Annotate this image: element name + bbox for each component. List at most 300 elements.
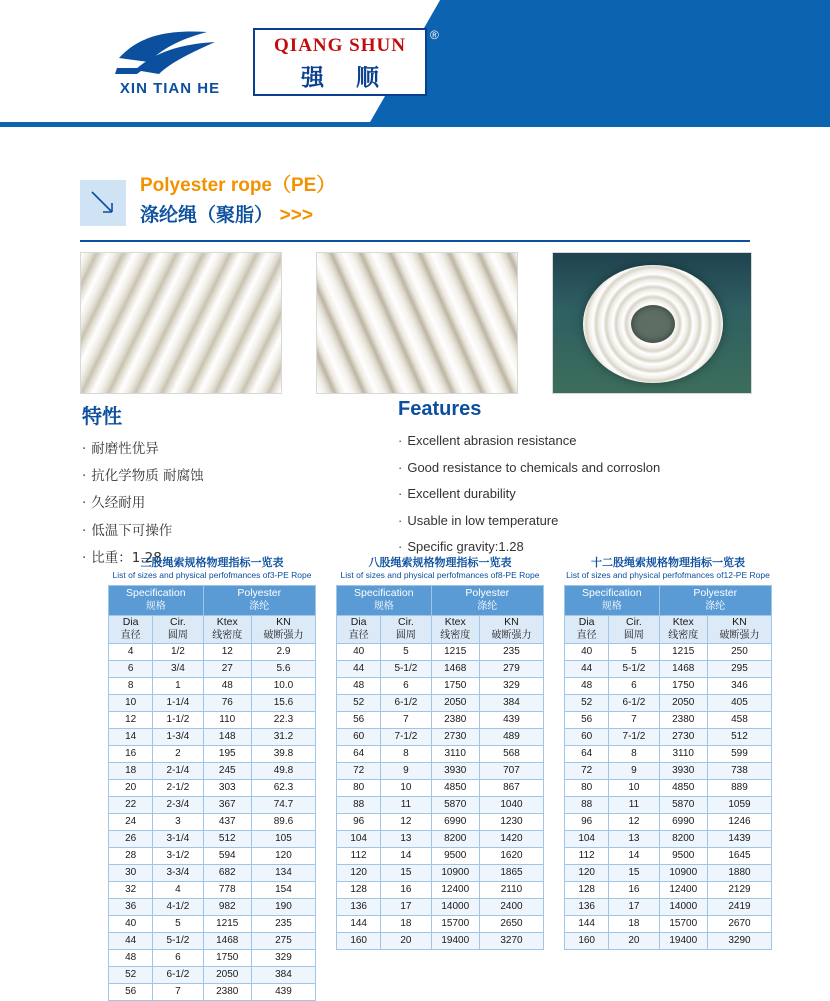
list-item [82, 468, 382, 484]
table-cell: 14000 [431, 898, 479, 915]
table-cell: 12400 [659, 881, 707, 898]
table-row [565, 796, 772, 813]
table-cell: 1865 [479, 864, 543, 881]
table-cell: 20 [381, 932, 431, 949]
header-specification: Specification 规格 [565, 585, 660, 615]
table-cell: 74.7 [251, 796, 315, 813]
table-cell: 14 [109, 728, 153, 745]
column-header: KN 破断强力 [479, 615, 543, 643]
table-row [109, 762, 316, 779]
table-cell: 329 [479, 677, 543, 694]
table-cell: 44 [337, 660, 381, 677]
table-cell: 235 [251, 915, 315, 932]
table [108, 585, 316, 1001]
table-row [109, 966, 316, 983]
table-row [109, 983, 316, 1000]
table-row [109, 796, 316, 813]
table-cell: 4 [109, 643, 153, 660]
table-cell: 458 [707, 711, 771, 728]
table-cell: 7 [153, 983, 203, 1000]
table-cell: 14 [609, 847, 659, 864]
table-cell: 384 [251, 966, 315, 983]
features-english [398, 398, 778, 566]
list-item [398, 486, 778, 502]
page-title-en: Polyester rope（PE） [140, 175, 336, 196]
table-cell: 64 [565, 745, 609, 762]
column-header: Ktex 线密度 [659, 615, 707, 643]
table-cell: 18 [109, 762, 153, 779]
table-cell: 1-3/4 [153, 728, 203, 745]
list-item [398, 460, 778, 476]
table-cell: 36 [109, 898, 153, 915]
table-row [337, 643, 544, 660]
column-header: Ktex 线密度 [203, 615, 251, 643]
table-cell: 88 [337, 796, 381, 813]
rope-coil-image [553, 253, 751, 393]
table-cell: 10 [109, 694, 153, 711]
table-row [337, 762, 544, 779]
table-cell: 44 [565, 660, 609, 677]
table-cell: 367 [203, 796, 251, 813]
table-cell: 8 [609, 745, 659, 762]
table-cell: 88 [565, 796, 609, 813]
table-cell: 154 [251, 881, 315, 898]
table-cell: 1750 [659, 677, 707, 694]
table-cell: 5-1/2 [381, 660, 431, 677]
spec-table-8-strand [336, 556, 544, 950]
page-title-cn [140, 200, 750, 227]
table-cell: 72 [565, 762, 609, 779]
table-cell: 2050 [203, 966, 251, 983]
table-header-row [565, 585, 772, 615]
table-cell: 279 [479, 660, 543, 677]
bullet-icon: · [398, 512, 403, 528]
table-header-row [109, 585, 316, 615]
table-cell: 52 [109, 966, 153, 983]
diagonal-arrow-icon [80, 180, 126, 226]
table-cell: 2110 [479, 881, 543, 898]
table-cell: 17 [381, 898, 431, 915]
table-row [109, 932, 316, 949]
column-header: Dia 直径 [337, 615, 381, 643]
features-heading-en: Features [398, 398, 482, 420]
table-cell: 1645 [707, 847, 771, 864]
table-row [109, 881, 316, 898]
table-subheader-row [337, 615, 544, 643]
table-cell: 134 [251, 864, 315, 881]
table-cell: 5-1/2 [153, 932, 203, 949]
table-cell: 22.3 [251, 711, 315, 728]
table-cell: 437 [203, 813, 251, 830]
table-cell: 195 [203, 745, 251, 762]
table-cell: 1 [153, 677, 203, 694]
table-cell: 295 [707, 660, 771, 677]
table-cell: 144 [337, 915, 381, 932]
table-cell: 15 [381, 864, 431, 881]
table-cell: 10900 [659, 864, 707, 881]
table-cell: 14000 [659, 898, 707, 915]
table-cell: 148 [203, 728, 251, 745]
table-cell: 96 [337, 813, 381, 830]
table-caption-cn: 十二股绳索规格物理指标一览表 [591, 556, 745, 569]
table-row [109, 864, 316, 881]
table-cell: 1/2 [153, 643, 203, 660]
table-row [337, 728, 544, 745]
column-header: Cir. 圆周 [609, 615, 659, 643]
table-cell: 128 [565, 881, 609, 898]
table-row [565, 745, 772, 762]
table-cell: 1230 [479, 813, 543, 830]
bullet-icon: · [82, 495, 87, 512]
table-row [565, 830, 772, 847]
table-cell: 15 [609, 864, 659, 881]
table-cell: 9 [609, 762, 659, 779]
table-cell: 27 [203, 660, 251, 677]
brand-name-en: QIANG SHUN [274, 35, 406, 56]
bullet-icon: · [82, 522, 87, 539]
feature-text: Excellent abrasion resistance [407, 433, 577, 448]
bullet-icon: · [82, 441, 87, 457]
table-caption-en: List of sizes and physical perfofmances of8-PE Rope [340, 569, 540, 580]
table-cell: 104 [565, 830, 609, 847]
table-cell: 12 [609, 813, 659, 830]
table-cell: 2670 [707, 915, 771, 932]
table-cell: 707 [479, 762, 543, 779]
table-row [565, 915, 772, 932]
table-cell: 128 [337, 881, 381, 898]
table-cell: 5-1/2 [609, 660, 659, 677]
title-arrows: >>> [279, 205, 313, 226]
table-cell: 1468 [431, 660, 479, 677]
table-row [565, 643, 772, 660]
table-cell: 2-1/2 [153, 779, 203, 796]
table-cell: 3930 [659, 762, 707, 779]
table-cell: 275 [251, 932, 315, 949]
table-cell: 32 [109, 881, 153, 898]
list-item [398, 433, 778, 449]
table-cell: 3270 [479, 932, 543, 949]
bullet-icon: · [398, 459, 403, 475]
table-cell: 5 [381, 643, 431, 660]
list-item [398, 513, 778, 529]
bullet-icon: · [398, 433, 403, 448]
table-cell: 1059 [707, 796, 771, 813]
table-row [109, 728, 316, 745]
table-cell: 1420 [479, 830, 543, 847]
table-row [565, 779, 772, 796]
table-cell: 512 [707, 728, 771, 745]
feature-text: 久经耐用 [91, 495, 146, 512]
table-cell: 52 [337, 694, 381, 711]
table-row [565, 898, 772, 915]
table-cell: 439 [479, 711, 543, 728]
table-row [109, 779, 316, 796]
table-cell: 2 [153, 745, 203, 762]
table-cell: 39.8 [251, 745, 315, 762]
table-cell: 8 [109, 677, 153, 694]
page-header [0, 0, 830, 122]
feature-text: Usable in low temperature [407, 512, 559, 528]
table-row [109, 915, 316, 932]
table-cell: 8200 [431, 830, 479, 847]
table-cell: 26 [109, 830, 153, 847]
header-material: Polyester 涤纶 [431, 585, 543, 615]
table-cell: 1750 [431, 677, 479, 694]
table-cell: 235 [479, 643, 543, 660]
table-cell: 11 [609, 796, 659, 813]
table-cell: 3290 [707, 932, 771, 949]
table-row [109, 745, 316, 762]
table-caption-en: List of sizes and physical perfofmances of12-PE Rope [566, 569, 770, 580]
table-row [109, 949, 316, 966]
table-cell: 568 [479, 745, 543, 762]
table-cell: 10.0 [251, 677, 315, 694]
table-cell: 96 [565, 813, 609, 830]
bullet-icon: · [398, 539, 403, 555]
table-cell: 9500 [659, 847, 707, 864]
table-cell: 48 [109, 949, 153, 966]
table-cell: 18 [381, 915, 431, 932]
table-cell: 8200 [659, 830, 707, 847]
table-cell: 2-1/4 [153, 762, 203, 779]
header-specification: Specification 规格 [337, 585, 432, 615]
table-row [337, 745, 544, 762]
table-cell: 48 [337, 677, 381, 694]
table-row [337, 932, 544, 949]
table-cell: 7 [381, 711, 431, 728]
table-row [337, 847, 544, 864]
table-row [337, 881, 544, 898]
column-header: Dia 直径 [565, 615, 609, 643]
table-cell: 12 [203, 643, 251, 660]
table-row [565, 660, 772, 677]
photo-3-strand-rope [80, 252, 282, 394]
table-cell: 2650 [479, 915, 543, 932]
table-cell: 1215 [431, 643, 479, 660]
table-row [337, 796, 544, 813]
table-row [565, 847, 772, 864]
table-cell: 13 [381, 830, 431, 847]
table-cell: 7-1/2 [609, 728, 659, 745]
table-row [565, 711, 772, 728]
table-row [337, 898, 544, 915]
table-cell: 982 [203, 898, 251, 915]
table-cell: 6990 [431, 813, 479, 830]
table-cell: 9 [381, 762, 431, 779]
table-cell: 2380 [203, 983, 251, 1000]
table-cell: 10 [609, 779, 659, 796]
table-cell: 4-1/2 [153, 898, 203, 915]
table-cell: 56 [109, 983, 153, 1000]
table-cell: 1468 [203, 932, 251, 949]
header-material: Polyester 涤纶 [659, 585, 771, 615]
table-cell: 2129 [707, 881, 771, 898]
table-cell: 1880 [707, 864, 771, 881]
table-cell: 405 [707, 694, 771, 711]
title-underline [80, 240, 750, 242]
table-cell: 594 [203, 847, 251, 864]
table-cell: 5870 [431, 796, 479, 813]
table-cell: 12400 [431, 881, 479, 898]
table-cell: 1246 [707, 813, 771, 830]
table-cell: 2.9 [251, 643, 315, 660]
table-row [109, 898, 316, 915]
header-rule-inner [0, 127, 830, 129]
table-cell: 6 [381, 677, 431, 694]
list-item [82, 495, 382, 511]
table [336, 585, 544, 950]
table-cell: 5.6 [251, 660, 315, 677]
photo-8-strand-rope [316, 252, 518, 394]
table-cell: 889 [707, 779, 771, 796]
product-photos [80, 252, 752, 394]
table-cell: 6990 [659, 813, 707, 830]
table-row [565, 932, 772, 949]
table-cell: 104 [337, 830, 381, 847]
table-cell: 3110 [659, 745, 707, 762]
table-row [337, 677, 544, 694]
table-cell: 1040 [479, 796, 543, 813]
table-row [337, 915, 544, 932]
table-cell: 1-1/2 [153, 711, 203, 728]
table-cell: 110 [203, 711, 251, 728]
table-row [337, 711, 544, 728]
table-subheader-row [109, 615, 316, 643]
table-cell: 28 [109, 847, 153, 864]
table-cell: 439 [251, 983, 315, 1000]
table [564, 585, 772, 950]
table-cell: 190 [251, 898, 315, 915]
table-cell: 16 [109, 745, 153, 762]
list-item [398, 539, 778, 555]
table-row [109, 643, 316, 660]
table-row [109, 711, 316, 728]
table-cell: 303 [203, 779, 251, 796]
table-cell: 1620 [479, 847, 543, 864]
table-cell: 329 [251, 949, 315, 966]
feature-text: 耐磨性优异 [91, 441, 159, 457]
table-cell: 15700 [659, 915, 707, 932]
table-cell: 4850 [431, 779, 479, 796]
features-chinese [82, 400, 382, 577]
bullet-icon: · [398, 486, 403, 502]
features-list-cn [82, 441, 382, 566]
table-row [337, 830, 544, 847]
table-cell: 48 [565, 677, 609, 694]
table-cell: 160 [565, 932, 609, 949]
feature-text: Specific gravity:1.28 [407, 539, 524, 555]
table-cell: 6 [153, 949, 203, 966]
table-cell: 60 [565, 728, 609, 745]
table-cell: 778 [203, 881, 251, 898]
table-cell: 6 [609, 677, 659, 694]
table-cell: 160 [337, 932, 381, 949]
table-cell: 3/4 [153, 660, 203, 677]
table-cell: 5 [609, 643, 659, 660]
table-cell: 4850 [659, 779, 707, 796]
rope-texture-8-strand [317, 253, 517, 393]
table-cell: 13 [609, 830, 659, 847]
table-cell: 112 [565, 847, 609, 864]
table-cell: 22 [109, 796, 153, 813]
spec-table-12-strand [564, 556, 772, 950]
table-cell: 30 [109, 864, 153, 881]
table-cell: 3-1/2 [153, 847, 203, 864]
table-cell: 738 [707, 762, 771, 779]
table-cell: 144 [565, 915, 609, 932]
table-cell: 44 [109, 932, 153, 949]
table-cell: 14 [381, 847, 431, 864]
table-cell: 4 [153, 881, 203, 898]
table-cell: 40 [337, 643, 381, 660]
spec-table-3-strand [108, 556, 316, 1001]
table-cell: 489 [479, 728, 543, 745]
table-cell: 250 [707, 643, 771, 660]
table-row [565, 864, 772, 881]
table-cell: 40 [565, 643, 609, 660]
table-cell: 48 [203, 677, 251, 694]
table-cell: 120 [251, 847, 315, 864]
table-cell: 7-1/2 [381, 728, 431, 745]
table-row [109, 694, 316, 711]
table-row [337, 694, 544, 711]
table-cell: 31.2 [251, 728, 315, 745]
table-cell: 3110 [431, 745, 479, 762]
feature-text: 低温下可操作 [91, 522, 173, 539]
table-cell: 52 [565, 694, 609, 711]
table-cell: 64 [337, 745, 381, 762]
company-logo-text: XIN TIAN HE [119, 80, 221, 97]
company-logo [95, 28, 245, 97]
table-cell: 136 [337, 898, 381, 915]
column-header: Ktex 线密度 [431, 615, 479, 643]
table-subheader-row [565, 615, 772, 643]
table-cell: 56 [565, 711, 609, 728]
table-cell: 1-1/4 [153, 694, 203, 711]
table-cell: 89.6 [251, 813, 315, 830]
table-cell: 80 [337, 779, 381, 796]
table-cell: 120 [337, 864, 381, 881]
table-row [565, 728, 772, 745]
table-cell: 19400 [659, 932, 707, 949]
table-caption-cn: 八股绳索规格物理指标一览表 [368, 556, 512, 569]
table-cell: 49.8 [251, 762, 315, 779]
page-title-cn-text: 涤纶绳（聚脂） [140, 204, 274, 226]
table-cell: 15700 [431, 915, 479, 932]
table-cell: 20 [609, 932, 659, 949]
table-cell: 3 [153, 813, 203, 830]
table-cell: 2380 [659, 711, 707, 728]
table-cell: 3-3/4 [153, 864, 203, 881]
table-cell: 599 [707, 745, 771, 762]
table-cell: 62.3 [251, 779, 315, 796]
table-cell: 2400 [479, 898, 543, 915]
features-heading-cn: 特性 [82, 404, 122, 428]
table-cell: 16 [381, 881, 431, 898]
table-cell: 40 [109, 915, 153, 932]
table-cell: 3-1/4 [153, 830, 203, 847]
registered-trademark-icon: ® [430, 28, 439, 42]
feature-text: 抗化学物质 耐腐蚀 [91, 468, 204, 485]
table-cell: 2-3/4 [153, 796, 203, 813]
table-cell: 72 [337, 762, 381, 779]
table-cell: 1439 [707, 830, 771, 847]
table-row [109, 830, 316, 847]
column-header: KN 破断强力 [707, 615, 771, 643]
table-cell: 2419 [707, 898, 771, 915]
table-cell: 2730 [431, 728, 479, 745]
table-cell: 682 [203, 864, 251, 881]
